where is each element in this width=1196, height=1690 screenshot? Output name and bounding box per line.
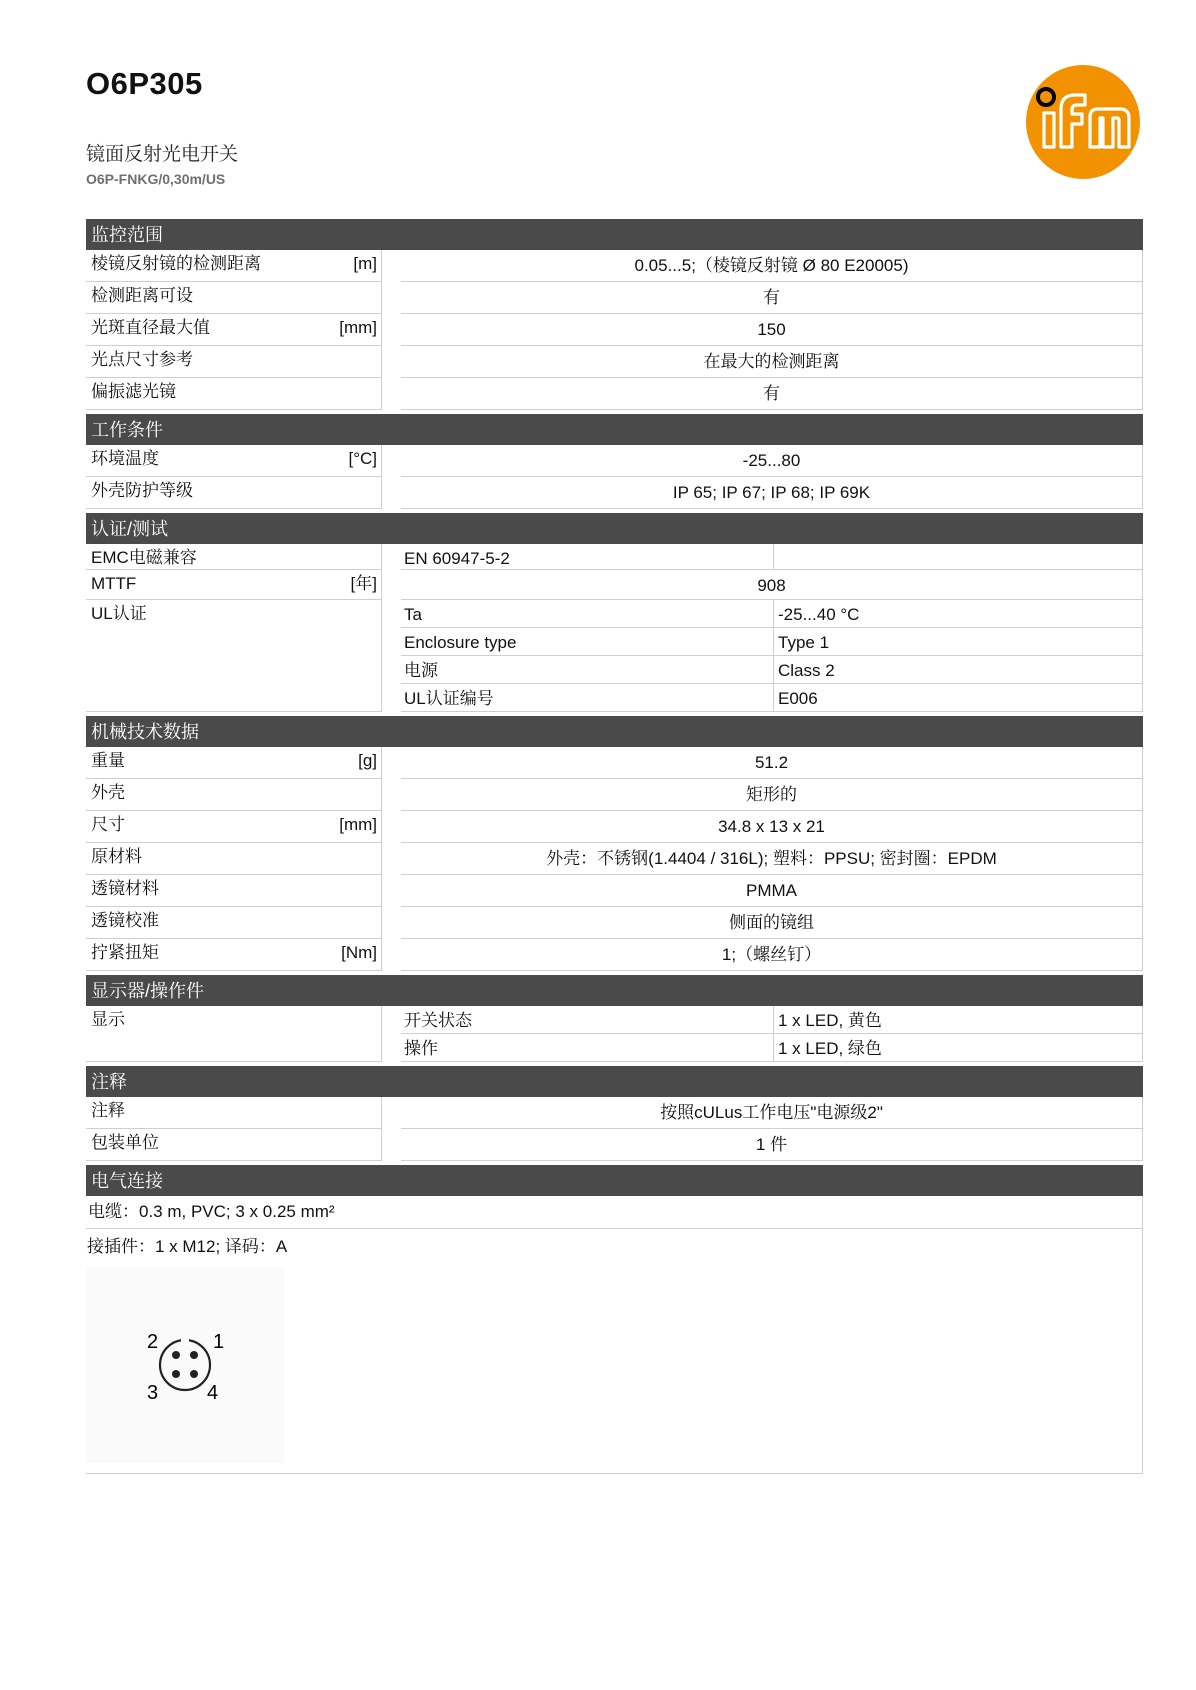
row-value: IP 65; IP 67; IP 68; IP 69K <box>401 477 1143 509</box>
emc-standard: EN 60947-5-2 <box>401 544 774 570</box>
spec-row <box>86 939 1143 971</box>
article-number: O6P-FNKG/0,30m/US <box>86 171 226 187</box>
cable-spec: 电缆：0.3 m, PVC; 3 x 0.25 mm² <box>86 1196 1143 1229</box>
sub-value: Class 2 <box>774 656 1143 684</box>
pin-3-contact <box>172 1370 180 1378</box>
row-unit: [Nm] <box>341 943 377 962</box>
row-label: 光斑直径最大值 [mm] <box>86 314 382 346</box>
row-label: 外壳 <box>86 779 382 811</box>
connector-box <box>86 1229 1143 1474</box>
row-value: -25...80 <box>401 445 1143 477</box>
mttf-value: 908 <box>401 570 1143 600</box>
connector-spec: 接插件：1 x M12; 译码：A <box>87 1237 288 1256</box>
spec-row <box>86 250 1143 282</box>
row-value: 1;（螺丝钉） <box>401 939 1143 971</box>
row-label: UL认证 <box>86 600 382 712</box>
section-notes-header: 注释 <box>86 1066 1143 1097</box>
row-label: 尺寸 [mm] <box>86 811 382 843</box>
section-approvals-header: 认证/测试 <box>86 513 1143 544</box>
sub-key: 电源 <box>401 656 774 684</box>
emc-value <box>774 544 1143 570</box>
section-mechanical-rows <box>86 747 1143 971</box>
section-monitoring-header: 监控范围 <box>86 219 1143 250</box>
section-operating-header: 工作条件 <box>86 414 1143 445</box>
sub-value: 1 x LED, 黄色 <box>774 1006 1143 1034</box>
row-unit: [g] <box>358 751 377 770</box>
sub-value: -25...40 °C <box>774 600 1143 628</box>
sub-row <box>401 1006 1143 1034</box>
spec-row <box>86 779 1143 811</box>
row-label: 外壳防护等级 <box>86 477 382 509</box>
spec-row <box>86 875 1143 907</box>
spec-row <box>86 314 1143 346</box>
row-label: 偏振滤光镜 <box>86 378 382 410</box>
sub-row <box>401 656 1143 684</box>
row-value: 按照cULus工作电压"电源级2" <box>401 1097 1143 1129</box>
row-value: PMMA <box>401 875 1143 907</box>
row-value: 有 <box>401 282 1143 314</box>
row-unit: [mm] <box>339 318 377 337</box>
ul-subtable <box>401 600 1143 712</box>
spec-row <box>86 1097 1143 1129</box>
ul-row <box>86 600 1143 712</box>
sub-key: Ta <box>401 600 774 628</box>
spec-row <box>86 907 1143 939</box>
row-unit: [mm] <box>339 815 377 834</box>
spec-row <box>86 843 1143 875</box>
section-monitoring-rows <box>86 250 1143 410</box>
display-subtable <box>401 1006 1143 1062</box>
spec-row <box>86 1129 1143 1161</box>
row-label: 透镜材料 <box>86 875 382 907</box>
emc-row <box>86 544 1143 570</box>
row-unit: [m] <box>353 254 377 273</box>
ifm-logo <box>1024 63 1142 181</box>
row-label: 包装单位 <box>86 1129 382 1161</box>
section-mechanical-header: 机械技术数据 <box>86 716 1143 747</box>
row-unit: [年] <box>350 574 377 593</box>
sub-key: UL认证编号 <box>401 684 774 712</box>
row-label: 拧紧扭矩 [Nm] <box>86 939 382 971</box>
spec-row <box>86 445 1143 477</box>
row-value: 34.8 x 13 x 21 <box>401 811 1143 843</box>
pin-3-label: 3 <box>147 1382 159 1404</box>
sub-key: 开关状态 <box>401 1006 774 1034</box>
section-electrical-header: 电气连接 <box>86 1165 1143 1196</box>
data-sheet <box>86 219 1143 1474</box>
sub-row <box>401 684 1143 712</box>
connector-outline <box>160 1340 210 1390</box>
spec-row <box>86 346 1143 378</box>
pin-1-label: 1 <box>213 1331 225 1353</box>
row-label: EMC电磁兼容 <box>86 544 382 570</box>
row-label: 重量 [g] <box>86 747 382 779</box>
pin-4-contact <box>190 1370 198 1378</box>
spec-row <box>86 282 1143 314</box>
row-label: 注释 <box>86 1097 382 1129</box>
sub-key: 操作 <box>401 1034 774 1062</box>
sub-key: Enclosure type <box>401 628 774 656</box>
row-value: 矩形的 <box>401 779 1143 811</box>
row-label: 环境温度 [°C] <box>86 445 382 477</box>
pin-2-label: 2 <box>147 1331 159 1353</box>
row-label: 检测距离可设 <box>86 282 382 314</box>
spec-row <box>86 811 1143 843</box>
spec-row <box>86 747 1143 779</box>
row-label: 原材料 <box>86 843 382 875</box>
mttf-row <box>86 570 1143 600</box>
row-label: MTTF [年] <box>86 570 382 600</box>
row-label: 透镜校准 <box>86 907 382 939</box>
pin-4-label: 4 <box>207 1382 219 1404</box>
row-unit: [°C] <box>348 449 377 468</box>
section-display-header: 显示器/操作件 <box>86 975 1143 1006</box>
row-value: 外壳：不锈钢(1.4404 / 316L); 塑料：PPSU; 密封圈：EPDM <box>401 843 1143 875</box>
sub-row <box>401 628 1143 656</box>
row-value: 在最大的检测距离 <box>401 346 1143 378</box>
row-value: 1 件 <box>401 1129 1143 1161</box>
row-value: 150 <box>401 314 1143 346</box>
row-label: 显示 <box>86 1006 382 1062</box>
sub-row <box>401 1034 1143 1062</box>
sub-row <box>401 600 1143 628</box>
product-subtitle: 镜面反射光电开关 <box>86 144 239 165</box>
section-operating-rows <box>86 445 1143 509</box>
product-title: O6P305 <box>86 66 203 101</box>
sub-value: Type 1 <box>774 628 1143 656</box>
spec-row <box>86 378 1143 410</box>
spec-row <box>86 477 1143 509</box>
pin-1-contact <box>190 1351 198 1359</box>
row-value: 侧面的镜组 <box>401 907 1143 939</box>
row-value: 0.05...5;（棱镜反射镜 Ø 80 E20005) <box>401 250 1143 282</box>
row-value: 有 <box>401 378 1143 410</box>
sub-value: E006 <box>774 684 1143 712</box>
pin-2-contact <box>172 1351 180 1359</box>
m12-pin-diagram <box>86 1267 284 1463</box>
row-label: 光点尺寸参考 <box>86 346 382 378</box>
row-label: 棱镜反射镜的检测距离 [m] <box>86 250 382 282</box>
sub-value: 1 x LED, 绿色 <box>774 1034 1143 1062</box>
pin-diagram-panel <box>86 1267 284 1463</box>
row-value: 51.2 <box>401 747 1143 779</box>
display-row <box>86 1006 1143 1062</box>
section-notes-rows <box>86 1097 1143 1161</box>
